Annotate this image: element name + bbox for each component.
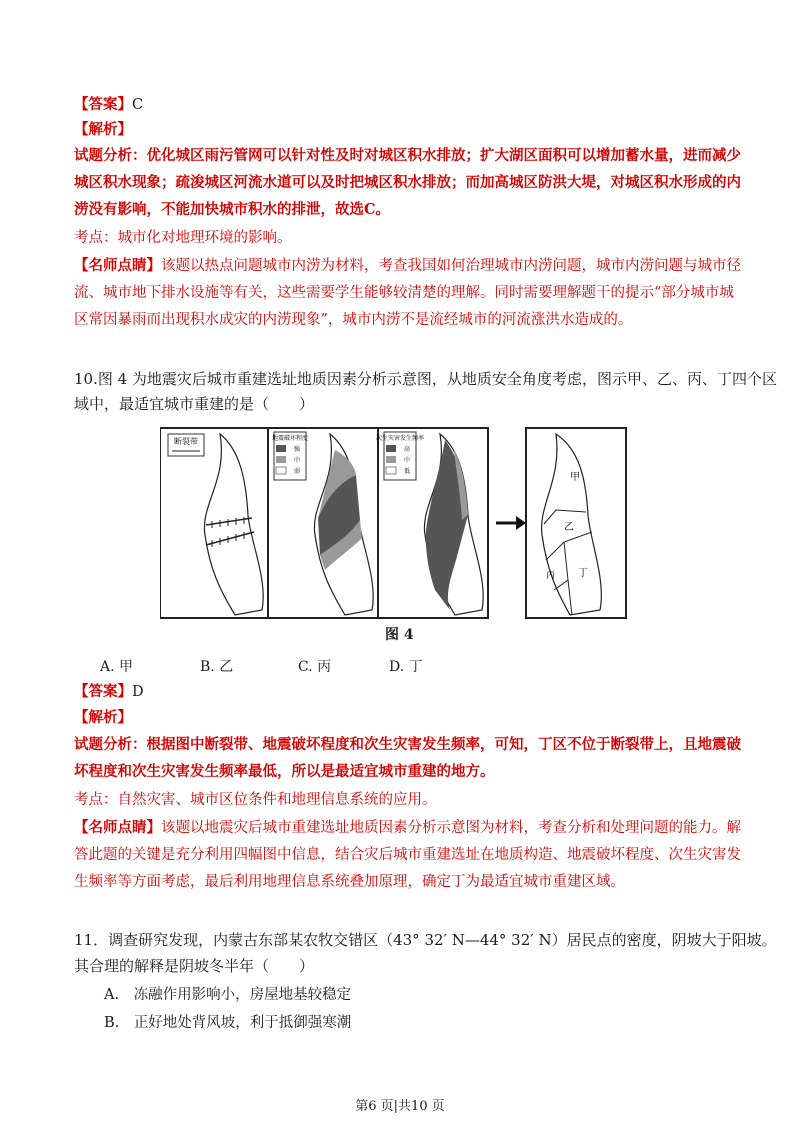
q10-stem-line: 10.图 4 为地震灾后城市重建选址地质因素分析示意图，从地质安全角度考虑，图示甲、乙、丙、丁四个区 (74, 370, 777, 388)
mingshi-line (74, 818, 741, 838)
mingshi-line (74, 256, 741, 276)
q10-answer-line (74, 682, 144, 702)
figure-4 (160, 420, 630, 642)
mingshi-text: 该题以地震灾后城市重建选址地质因素分析示意图为材料，考查分析和处理问题的能力。解 (161, 820, 741, 836)
q11-stem-line: 其合理的解释是阴坡冬半年（ ） (74, 957, 315, 975)
analysis-tag: 【解析】 (74, 709, 132, 726)
q11-stem-line: 11．调查研究发现，内蒙古东部某农牧交错区（43° 32′ N—44° 32′ N）居民点的密度，阴坡大于阳坡。 (74, 931, 777, 949)
damage-level: 弱 (294, 468, 301, 475)
option-b: B. 乙 (200, 659, 234, 675)
damage-level: 强 (294, 446, 301, 453)
mingshi-text: 该题以热点问题城市内涝为材料，考查我国如何治理城市内涝问题，城市内涝问题与城市径 (161, 258, 741, 274)
arrow-icon (496, 516, 526, 530)
region-label: 甲 (570, 472, 580, 483)
analysis-line: 坏程度和次生灾害发生频率最低，所以是最适宜城市重建的地方。 (74, 763, 495, 780)
option-c: C. 丙 (298, 659, 332, 675)
option-d: D. 丁 (389, 659, 423, 675)
analysis-line: 试题分析：根据图中断裂带、地震破坏程度和次生灾害发生频率，可知，丁区不位于断裂带上，且地震破 (74, 736, 741, 753)
option-a: A. 甲 (100, 659, 134, 675)
analysis-line: 试题分析：优化城区雨污管网可以针对性及时对城区积水排放；扩大湖区面积可以增加蓄水量，进而减少 (74, 147, 741, 164)
kaodian-line: 考点：城市化对地理环境的影响。 (74, 230, 292, 246)
hazard-level: 中 (404, 457, 411, 464)
mingshi-line: 区常因暴雨而出现积水成灾的内涝现象”，城市内涝不是流经城市的河流涨洪水造成的。 (74, 312, 633, 328)
region-label: 丙 (546, 571, 556, 581)
page-footer: 第6 页|共10 页 (355, 1099, 445, 1114)
region-label: 乙 (564, 522, 574, 533)
answer-value: D (132, 684, 144, 700)
q10-stem-line: 域中，最适宜城市重建的是（ ） (74, 395, 315, 413)
mingshi-line: 答此题的关键是充分利用四幅图中信息，结合灾后城市重建选址在地质构造、地震破坏程度、次生灾害发 (74, 847, 741, 863)
figure-caption: 图 4 (385, 627, 414, 643)
mingshi-line: 流、城市地下排水设施等有关，这些需要学生能够较清楚的理解。同时需要理解题干的提示“部分城市城 (74, 285, 734, 301)
answer-value: C (132, 97, 144, 113)
hazard-level: 高 (404, 446, 411, 453)
mingshi-line: 生频率等方面考虑，最后利用地理信息系统叠加原理，确定丁为最适宜城市重建区域。 (74, 874, 625, 890)
kaodian-line: 考点：自然灾害、城市区位条件和地理信息系统的应用。 (74, 792, 437, 808)
answer-tag: 【答案】 (74, 96, 132, 113)
analysis-line: 涝没有影响，不能加快城市积水的排泄，故选C。 (74, 201, 391, 218)
analysis-tag: 【解析】 (74, 121, 132, 138)
q11-option-a: A. 冻融作用影响小，房屋地基较稳定 (104, 987, 352, 1003)
hazard-legend-title: 次生灾害发生频率 (375, 435, 425, 442)
panel-regions (526, 428, 626, 618)
damage-legend-title: 地震破坏程度 (271, 435, 309, 442)
fault-legend-label: 断裂带 (174, 437, 198, 446)
answer-tag: 【答案】 (74, 683, 132, 700)
q9-answer-line (74, 95, 143, 115)
mingshi-tag: 【名师点睛】 (74, 257, 161, 274)
region-label: 丁 (578, 568, 588, 579)
mingshi-tag: 【名师点睛】 (74, 819, 161, 836)
q11-option-b: B. 正好地处背风坡，利于抵御强寒潮 (104, 1015, 352, 1031)
hazard-level: 低 (404, 468, 411, 475)
analysis-line: 城区积水现象；疏浚城区河流水道可以及时把城区积水排放；而加高城区防洪大堤，对城区积水形成的内 (74, 174, 741, 191)
damage-level: 中 (294, 457, 301, 464)
